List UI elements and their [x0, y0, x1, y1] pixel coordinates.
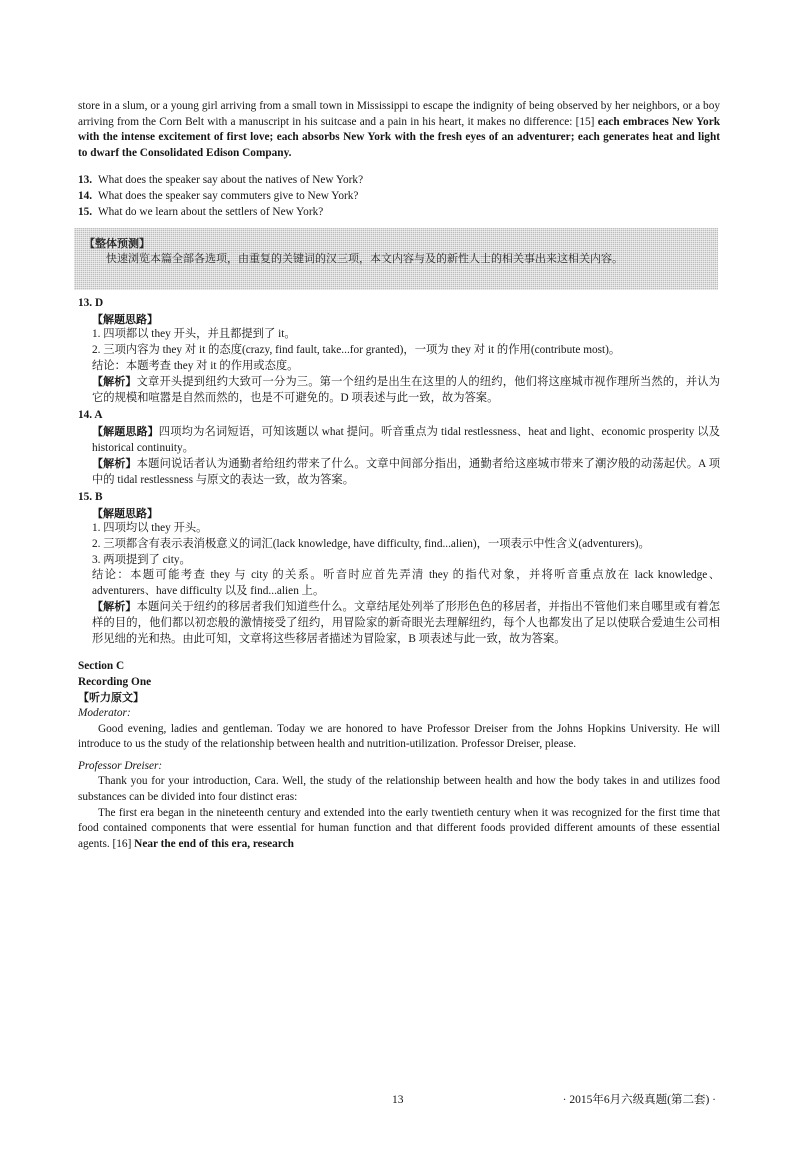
intro-bold-text: each embraces New York with the intense excitement of first love; each absorbs New York with the fresh eyes of an adventurer; each generates heat and light to dwarf the Consolidated Edison Company.: [78, 115, 720, 159]
question-marker-15: [15]: [575, 115, 595, 128]
analysis-tag: 【解析】: [92, 600, 137, 614]
answer-line: 结论：本题可能考查 they 与 city 的关系。听音时应首先弄清 they 的指代对象，并将听音重点放在 lack knowledge、adventurers、have difficulty 以及 find...alien 上。: [92, 569, 720, 597]
overall-prediction-banner: [74, 228, 718, 290]
thinking-text: 四项均为名词短语，可知该题以 what 提问。听音重点为 tidal restlessness、heat and light、economic prosperity 以及 historical continuity。: [92, 425, 721, 454]
analysis-text: 本题问关于纽约的移居者我们知道些什么。文章结尾处列举了形形色色的移居者，并指出不管他们来自哪里或有着怎样的目的，他们都以初恋般的激情接受了纽约，用冒险家的新奇眼光去理解纽约，每个人也都发出了足以使联合爱迪生公司相形见绌的光和热。由此可知，文章将这些移居者描述为冒险家，B 项表述与此一致，故为答案。: [92, 601, 721, 645]
question-number: 13.: [78, 174, 93, 187]
answer-line: 2. 三项都含有表示表消极意义的词汇(lack knowledge, have difficulty, find...alien)，一项表示中性含义(adventurers)。: [92, 538, 650, 551]
question-text: What do we learn about the settlers of New York?: [98, 205, 324, 218]
banner-text: 快速浏览本篇全部各选项，由重复的关键词的汉三项，本文内容与及的新性人士的相关事出来这相关内容。: [106, 252, 623, 265]
section-heading: Section C: [78, 660, 125, 673]
answer-number: 14. A: [78, 409, 103, 422]
analysis-text: 文章开头提到纽约大致可一分为三。第一个纽约是出生在这里的人的纽约，他们将这座城市视作理所当然的，并认为它的规模和喧嚣是自然而然的，也是不可避免的。D 项表述与此一致，故为答案。: [92, 376, 721, 404]
answer-line: 3. 两项提到了 city。: [92, 553, 191, 566]
moderator-paragraph: Good evening, ladies and gentleman. Today we are honored to have Professor Dreiser from the Johns Hopkins University. He will introduce to us the study of the relationship between health and nutrition-utilization. Professor Dreiser, please.: [78, 722, 720, 751]
page-number: 13: [392, 1094, 404, 1106]
intro-paragraph: [78, 99, 720, 161]
footer-source: · 2015年6月六级真题(第二套) ·: [562, 1094, 716, 1106]
question-list: [78, 173, 720, 220]
thinking-tag: 【解题思路】: [92, 506, 158, 520]
professor-bold-text: Near the end of this era, research: [134, 837, 294, 850]
question-marker-16: [16]: [112, 837, 132, 850]
analysis-paragraph: [92, 374, 720, 406]
section-subheading: Recording One: [78, 675, 152, 688]
analysis-paragraph: [92, 599, 720, 647]
answer-15: [78, 490, 720, 647]
speaker-label-professor: Professor Dreiser:: [78, 759, 163, 772]
answer-body: [78, 506, 720, 647]
banner-title: 【整体预测】: [84, 237, 150, 251]
analysis-text: 本题问说话者认为通勤者给纽约带来了什么。文章中间部分指出，通勤者给这座城市带来了潮汐般的动荡起伏。A 项中的 tidal restlessness 与原文的表达一致，故为答案。: [92, 458, 720, 486]
question-text: What does the speaker say commuters give to New York?: [98, 189, 359, 202]
question-item: [78, 189, 720, 205]
thinking-tag: 【解题思路】: [92, 312, 158, 326]
thinking-tag: 【解题思路】: [92, 424, 159, 438]
answer-body: [78, 424, 720, 488]
analysis-tag: 【解析】: [92, 457, 137, 471]
intro-text: store in a slum, or a young girl arriving from a small town in Mississippi to escape the indignity of being observed by her neighbors, or a boy arriving from the Corn Belt with a manuscript in his suitcase and a pain in his heart, it makes no difference:: [78, 100, 720, 128]
analysis-tag: 【解析】: [92, 375, 137, 389]
answer-line: 结论：本题考查 they 对 it 的作用或态度。: [92, 359, 299, 372]
speaker-label-moderator: Moderator:: [78, 707, 131, 719]
transcript-tag: 【听力原文】: [78, 691, 144, 705]
analysis-paragraph: [92, 456, 720, 488]
answer-13: [78, 296, 720, 406]
answer-number: 15. B: [78, 491, 103, 504]
answer-line: 2. 三项内容为 they 对 it 的态度(crazy, find fault, take...for granted)，一项为 they 对 it 的作用(contribute most)。: [92, 343, 621, 356]
thinking-paragraph: [92, 424, 720, 456]
answer-line: 1. 四项都以 they 开头，并且都提到了 it。: [92, 328, 296, 341]
professor-paragraph: [78, 806, 720, 853]
question-number: 14.: [78, 189, 93, 202]
question-text: What does the speaker say about the natives of New York?: [98, 174, 364, 187]
question-number: 15.: [78, 205, 93, 218]
answer-line: 1. 四项均以 they 开头。: [92, 522, 208, 535]
answer-body: [78, 312, 720, 407]
answer-14: [78, 408, 720, 488]
professor-text: The first era began in the nineteenth century and extended into the early twentieth century when it was recognized for the first time that food contained components that were essential for human function and that different foods provided different amounts of these essential agents.: [78, 806, 720, 850]
question-item: [78, 173, 720, 189]
professor-paragraph: Thank you for your introduction, Cara. Well, the study of the relationship between health and how the body takes in and utilizes food substances can be divided into four distinct eras:: [78, 775, 720, 803]
spacer: [78, 647, 720, 659]
intro-paragraph-wrap: [78, 0, 720, 161]
answer-number: 13. D: [78, 297, 104, 310]
page-footer: [78, 1093, 720, 1109]
question-item: [78, 205, 720, 221]
section-c: [78, 659, 720, 852]
